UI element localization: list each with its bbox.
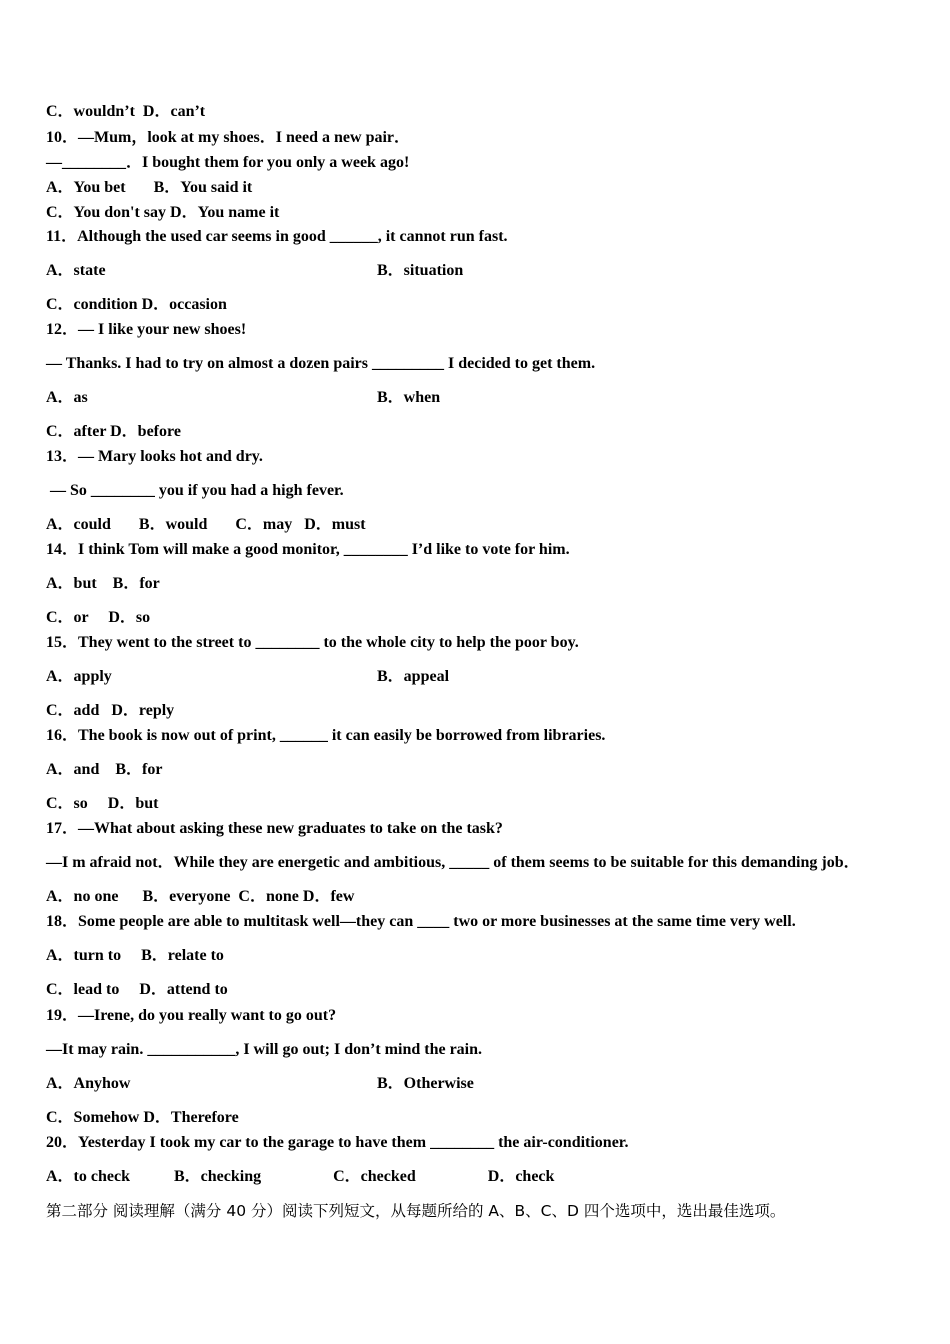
- q10-stem: 10．—Mum，look at my shoes．I need a new pair．: [46, 129, 411, 146]
- q16-stem: 16．The book is now out of print, ______ it can easily be borrowed from libraries.: [46, 727, 606, 744]
- q15-option-a: A．apply: [46, 668, 112, 685]
- q12-options-cd: C．after D．before: [46, 423, 181, 440]
- section-heading: 第二部分 阅读理解（满分 40 分）阅读下列短文，从每题所给的 A、B、C、D 四个选项中，选出最佳选项。: [46, 1202, 786, 1220]
- q17-reply: —I m afraid not．While they are energetic and ambitious, _____ of them seems to be suitable for this demanding job．: [46, 854, 860, 871]
- q20-stem: 20．Yesterday I took my car to the garage to have them ________ the air-conditioner.: [46, 1134, 629, 1151]
- q12-reply: — Thanks. I had to try on almost a dozen pairs _________ I decided to get them.: [46, 355, 596, 372]
- q10-options-cd: C．You don't say D．You name it: [46, 204, 280, 221]
- q18-stem: 18．Some people are able to multitask well—they can ____ two or more businesses at the same time very well.: [46, 913, 796, 930]
- q13-reply: — So ________ you if you had a high fever.: [46, 482, 344, 499]
- q19-reply: —It may rain. ___________, I will go out; I don’t mind the rain.: [46, 1041, 483, 1058]
- q11-options-cd: C．condition D．occasion: [46, 296, 227, 313]
- q16-options-cd: C．so D．but: [46, 795, 159, 812]
- q18-options-cd: C．lead to D．attend to: [46, 981, 228, 998]
- q17-options: A．no one B．everyone C．none D．few: [46, 888, 355, 905]
- q14-options-ab: A．but B．for: [46, 575, 160, 592]
- q19-option-b: B．Otherwise: [377, 1075, 474, 1092]
- q15-option-b: B．appeal: [377, 668, 450, 685]
- q10-options-ab: A．You bet B．You said it: [46, 179, 253, 196]
- q14-options-cd: C．or D．so: [46, 609, 151, 626]
- q9-options-cd: C．wouldn’t D．can’t: [46, 103, 206, 120]
- q19-options-cd: C．Somehow D．Therefore: [46, 1109, 239, 1126]
- q12-option-a: A．as: [46, 389, 88, 406]
- q11-stem: 11．Although the used car seems in good ______, it cannot run fast.: [46, 228, 508, 245]
- q19-stem: 19．—Irene, do you really want to go out?: [46, 1007, 337, 1024]
- q15-options-cd: C．add D．reply: [46, 702, 175, 719]
- q19-option-a: A．Anyhow: [46, 1075, 131, 1092]
- q15-stem: 15．They went to the street to ________ to the whole city to help the poor boy.: [46, 634, 579, 651]
- q13-stem: 13．— Mary looks hot and dry.: [46, 448, 263, 465]
- q16-options-ab: A．and B．for: [46, 761, 163, 778]
- q12-stem: 12．— I like your new shoes!: [46, 321, 247, 338]
- q10-reply: —________．I bought them for you only a week ago!: [46, 154, 410, 171]
- q17-stem: 17．—What about asking these new graduates to take on the task?: [46, 820, 503, 837]
- q11-option-b: B．situation: [377, 262, 464, 279]
- q11-option-a: A．state: [46, 262, 106, 279]
- q13-options: A．could B．would C．may D．must: [46, 516, 366, 533]
- q14-stem: 14．I think Tom will make a good monitor, ________ I’d like to vote for him.: [46, 541, 570, 558]
- q20-options: A．to check B．checking C．checked D．check: [46, 1168, 555, 1185]
- q12-option-b: B．when: [377, 389, 441, 406]
- q18-options-ab: A．turn to B．relate to: [46, 947, 224, 964]
